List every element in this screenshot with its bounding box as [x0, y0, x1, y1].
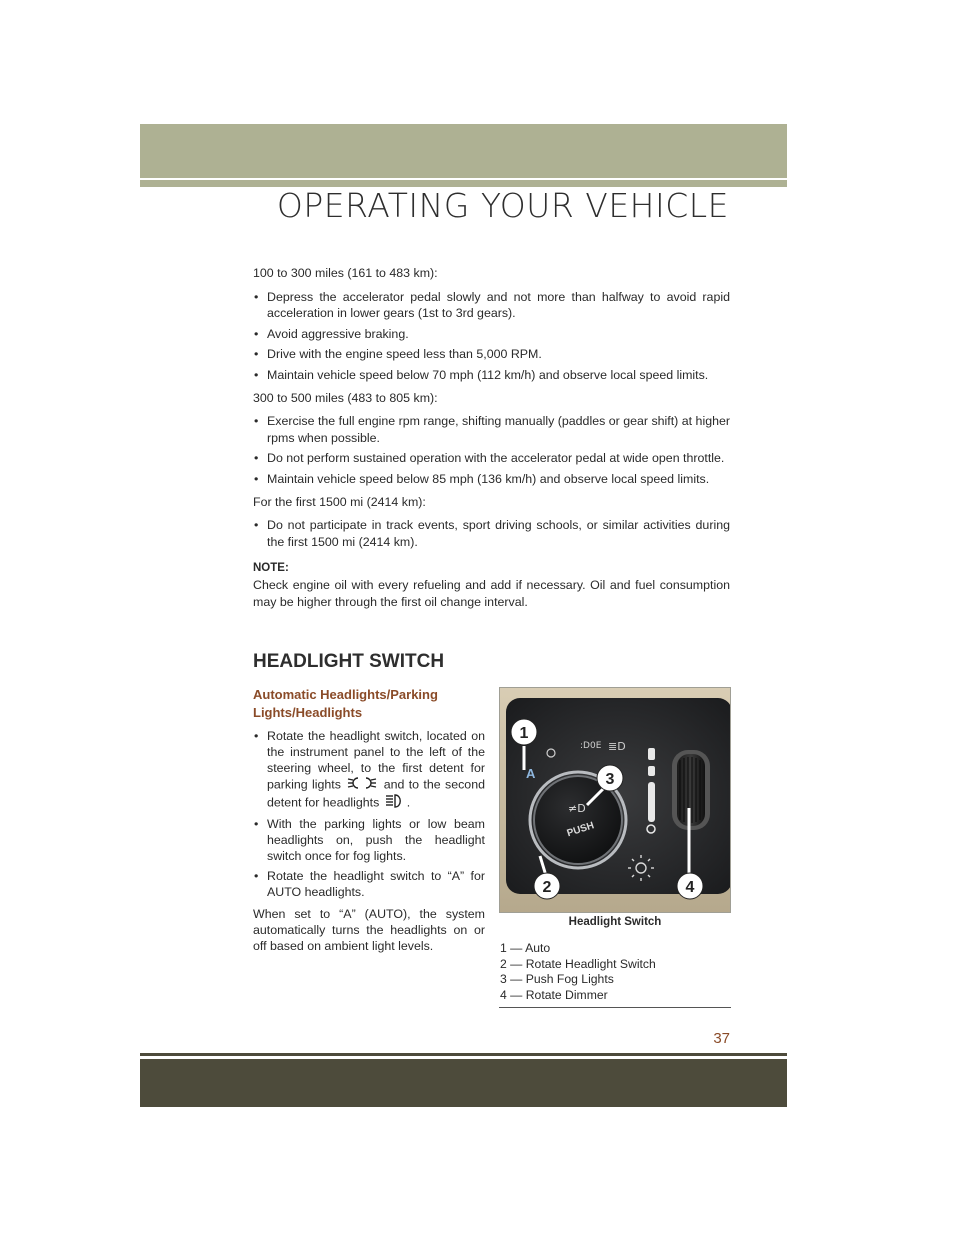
list-item: • Drive with the engine speed less than 5,000 RPM. [254, 347, 542, 362]
section-heading: HEADLIGHT SWITCH [253, 651, 445, 672]
svg-text:2: 2 [542, 879, 552, 896]
svg-text:≣D: ≣D [608, 740, 626, 753]
bullet-list [253, 728, 485, 900]
legend-item: 4 — Rotate Dimmer [500, 987, 608, 1002]
svg-text:3: 3 [605, 771, 615, 788]
parking-lights-icon [347, 776, 377, 794]
list-item: • Do not perform sustained operation with the accelerator pedal at wide open throttle. [254, 451, 725, 466]
list-item: • Maintain vehicle speed below 85 mph (136 km/h) and observe local speed limits. [254, 471, 710, 486]
list-item: • Do not participate in track events, sport driving schools, or similar activities during the first 1500 mi (2414 km). [254, 518, 730, 549]
break-in-content [253, 265, 730, 610]
svg-text:≠D: ≠D [568, 802, 586, 815]
list-item: • Exercise the full engine rpm range, shifting manually (paddles or gear shift) at higher rpms when possible. [254, 414, 730, 445]
callout-3 [597, 765, 623, 791]
note-label: NOTE: [253, 562, 289, 575]
svg-text:4: 4 [685, 879, 695, 896]
bullet-list [253, 413, 730, 487]
header-band [140, 124, 787, 178]
figure-legend [500, 941, 656, 1003]
callout-4 [677, 873, 703, 899]
list-item: • Rotate the headlight switch, located on the instrument panel to the left of the steering wheel, to the first detent for parking lights and to the second detent for headlights . [253, 728, 485, 812]
headlight-switch-photo [499, 687, 731, 913]
legend-rule [499, 1007, 731, 1008]
svg-text::D0E: :D0E [580, 741, 602, 751]
svg-text:PUSH: PUSH [565, 820, 596, 840]
page-number: 37 [713, 1030, 730, 1047]
footer-rule [140, 1053, 787, 1056]
headlight-instructions [253, 728, 485, 961]
legend-item: 1 — Auto [500, 941, 551, 955]
list-item: • Maintain vehicle speed below 70 mph (112 km/h) and observe local speed limits. [254, 367, 709, 382]
auto-description: When set to “A” (AUTO), the system automatically turns the headlights on or off based on ambient light levels. [253, 907, 485, 953]
list-item: • Avoid aggressive braking. [254, 326, 409, 341]
bullet-list [253, 517, 730, 550]
bullet-list [253, 289, 730, 384]
svg-text:1: 1 [519, 725, 529, 742]
callout-2 [534, 873, 560, 899]
section-intro: For the first 1500 mi (2414 km): [253, 494, 426, 509]
list-item: • Depress the accelerator pedal slowly and not more than halfway to avoid rapid acceleration in lower gears (1st to 3rd gears). [254, 289, 730, 321]
section-intro: 300 to 500 miles (483 to 805 km): [253, 390, 438, 405]
legend-item: 2 — Rotate Headlight Switch [500, 956, 656, 971]
section-intro: 100 to 300 miles (161 to 483 km): [253, 266, 438, 280]
list-item: • With the parking lights or low beam headlights on, push the headlight switch once for fog lights. [254, 817, 485, 863]
subsection-heading: Automatic Headlights/Parking Lights/Headlights [253, 687, 438, 720]
legend-item: 3 — Push Fog Lights [500, 972, 614, 986]
list-item: • Rotate the headlight switch to “A” for AUTO headlights. [254, 869, 485, 899]
callout-1 [511, 719, 537, 745]
headlight-icon [385, 794, 405, 812]
footer-band [140, 1059, 787, 1107]
figure-caption: Headlight Switch [568, 916, 662, 928]
page-title: OPERATING YOUR VEHICLE [276, 186, 729, 225]
note-text: Check engine oil with every refueling and add if necessary. Oil and fuel consumption may be higher through the first oil change interval. [253, 577, 730, 609]
svg-text:A: A [526, 766, 536, 781]
